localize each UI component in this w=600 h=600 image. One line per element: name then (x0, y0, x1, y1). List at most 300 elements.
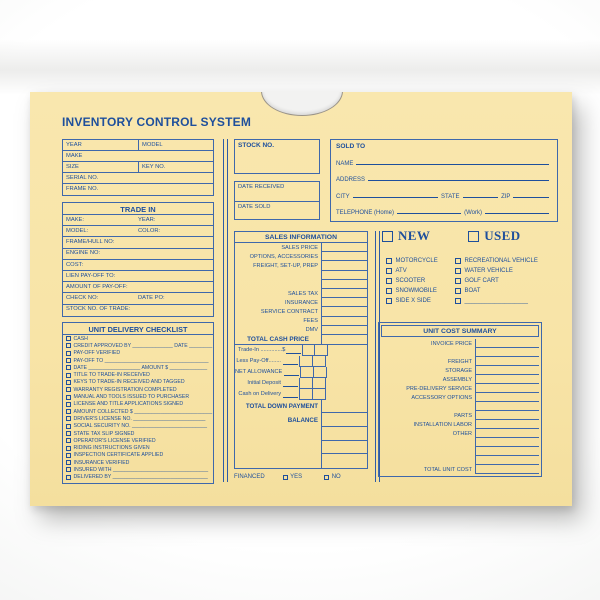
sales-row-label: SALES TAX (288, 290, 318, 297)
unit-type-label: SNOWMOBILE (395, 288, 437, 294)
cost-value-cell (475, 375, 539, 384)
field-label: ENGINE NO: (66, 250, 101, 257)
write-in-line (283, 391, 298, 398)
checklist-item (63, 423, 213, 430)
checkbox-icon (66, 387, 71, 392)
checkbox-icon (455, 278, 461, 284)
payment-row (235, 413, 367, 427)
unit-type-column-2 (455, 256, 538, 306)
cost-row (381, 384, 539, 393)
cost-value-cell (475, 384, 539, 393)
write-in-line (463, 191, 499, 198)
field-label: YEAR (66, 141, 82, 148)
sold-to-header: SOLD TO (336, 143, 366, 150)
cost-value-cell (475, 420, 539, 429)
field-label: LIEN PAY-OFF TO: (66, 272, 116, 279)
checklist-item (63, 452, 213, 459)
cost-value-cell (475, 366, 539, 375)
cost-row-label: FREIGHT (447, 358, 472, 365)
amount-cell (299, 378, 312, 389)
unit-type-label: WATER VEHICLE (464, 268, 513, 274)
unit-type-item (386, 276, 438, 286)
total-cash-price-row (235, 335, 367, 345)
address-label: ADDRESS (336, 177, 366, 183)
sales-value-cell (321, 280, 367, 289)
sales-row-label: OPTIONS, ACCESSORIES (249, 253, 318, 260)
checkbox-icon (66, 431, 71, 436)
checklist-item-label: AMOUNT COLLECTED $ ___________________________ (73, 408, 213, 415)
checkbox-icon (66, 358, 71, 363)
checklist-item (63, 474, 213, 481)
table-row (63, 260, 213, 271)
dollar-sign: $ (282, 347, 286, 354)
sales-row (235, 317, 367, 326)
field-label: CHECK NO: (66, 295, 99, 302)
sales-row-label: SERVICE CONTRACT (260, 308, 318, 315)
checklist-item (63, 379, 213, 386)
checkbox-icon (386, 288, 392, 294)
cash-row-label: Less Pay-Off........ (236, 358, 281, 365)
table-row (63, 215, 213, 226)
checkbox-icon (386, 268, 392, 274)
sales-row-label: FEES (303, 318, 318, 325)
city-state-zip-row (336, 191, 552, 200)
checkbox-icon (455, 258, 461, 264)
sales-row-label: DMV (305, 327, 318, 334)
cost-value-cell (475, 357, 539, 366)
name-row (336, 158, 552, 167)
unit-type-label: BOAT (464, 288, 481, 294)
financed-label: FINANCED (234, 474, 265, 480)
sales-row-label: FREIGHT, SET-UP, PREP (253, 262, 318, 269)
write-in-line (286, 347, 300, 354)
field-label: MODEL: (66, 227, 89, 234)
checkbox-icon (66, 343, 71, 348)
cost-row (381, 366, 539, 375)
field-label: MAKE (66, 152, 83, 159)
checklist-item-label: MANUAL AND TOOLS ISSUED TO PURCHASER (73, 394, 190, 401)
cents-cell (312, 389, 325, 400)
unit-type-label: ___________________ (464, 298, 528, 304)
stock-no-label: STOCK NO. (238, 142, 274, 149)
checklist-item (63, 386, 213, 393)
checkbox-icon (66, 409, 71, 414)
financed-no (324, 474, 341, 480)
cents-cell (312, 378, 325, 389)
checkbox-icon (386, 278, 392, 284)
checklist-item (63, 466, 213, 473)
condition-row (382, 228, 521, 244)
cost-row-label: INVOICE PRICE (431, 340, 472, 347)
cash-price-row (235, 356, 367, 367)
unit-delivery-checklist (62, 322, 214, 484)
cost-value-cell (475, 393, 539, 402)
sales-value-cell (321, 289, 367, 298)
filler-cell (325, 356, 367, 367)
trade-in-rows (63, 215, 213, 316)
table-row (63, 271, 213, 282)
checklist-item-label: DELIVERED BY _________________________________ (73, 474, 208, 481)
financed-yes-label: YES (290, 474, 303, 480)
checkbox-icon (66, 438, 71, 443)
checkbox-icon (324, 475, 329, 480)
trade-in-table (62, 202, 214, 317)
backdrop-shadow (0, 40, 600, 95)
payment-row-label: BALANCE (287, 416, 318, 424)
checklist-item (63, 415, 213, 422)
payment-value-cell (321, 427, 367, 441)
cost-value-cell (475, 456, 539, 465)
unit-info-table (62, 139, 214, 196)
checkbox-icon (66, 446, 71, 451)
sales-value-cell (321, 252, 367, 261)
field-label: SIZE (66, 163, 79, 170)
sales-row-label: INSURANCE (285, 299, 318, 306)
checklist-item-label: STATE TAX SLIP SIGNED (73, 430, 135, 437)
field-label-secondary: YEAR: (138, 216, 156, 223)
table-row (63, 173, 213, 184)
cents-cell (313, 367, 326, 378)
checkbox-icon (66, 402, 71, 407)
new-label: NEW (398, 228, 431, 243)
inventory-envelope (30, 92, 572, 506)
city-label: CITY (336, 193, 350, 200)
table-row (63, 293, 213, 304)
divider-rule (227, 139, 228, 482)
table-row (63, 140, 213, 151)
checklist-items (63, 335, 213, 481)
checkbox-icon (66, 424, 71, 429)
filler-cell (325, 389, 367, 400)
sales-value-cell (321, 317, 367, 326)
checklist-item-label: DATE __________________ AMOUNT $ _____________ (73, 364, 208, 371)
divider-rule (375, 231, 376, 482)
checkbox-icon (66, 416, 71, 421)
checklist-item-label: CASH (73, 335, 88, 342)
unit-type-item (455, 256, 538, 266)
checkbox-icon (66, 453, 71, 458)
cost-row (381, 456, 539, 465)
checklist-item-label: TITLE TO TRADE-IN RECEIVED (73, 372, 150, 379)
telephone-home-label: (Home) (374, 210, 395, 216)
cash-price-row (235, 367, 367, 378)
name-label: NAME (336, 160, 354, 167)
sales-row (235, 280, 367, 289)
checklist-item (63, 364, 213, 371)
write-in-line (485, 207, 549, 214)
cost-row-label: PARTS (454, 412, 472, 419)
payment-row (235, 427, 367, 441)
table-row (63, 305, 213, 316)
checkbox-icon (66, 395, 71, 400)
table-row (63, 249, 213, 260)
payment-row (235, 454, 367, 468)
checklist-item-label: PAY-OFF TO ____________________________________ (73, 357, 209, 364)
field-label: SERIAL NO. (66, 174, 99, 181)
checklist-item-label: LICENSE AND TITLE APPLICATIONS SIGNED (73, 401, 184, 408)
payment-table (235, 400, 367, 468)
sales-value-cell (321, 243, 367, 252)
checkbox-icon (66, 380, 71, 385)
payment-value-cell (321, 400, 367, 414)
unit-type-label: MOTORCYCLE (395, 258, 438, 264)
page-title: INVENTORY CONTROL SYSTEM (62, 115, 252, 129)
checklist-item-label: WARRANTY REGISTRATION COMPLETED (73, 386, 177, 393)
cents-cell (314, 345, 327, 356)
cost-row (381, 375, 539, 384)
payment-value-cell (321, 413, 367, 427)
cost-row (381, 429, 539, 438)
checklist-item (63, 342, 213, 349)
cost-value-cell (475, 447, 539, 456)
cost-value-cell (475, 402, 539, 411)
cash-row-label: Cash on Delivery (238, 391, 281, 398)
used-checkbox-icon (468, 231, 479, 242)
write-in-line (353, 191, 438, 198)
telephone-work-label: (Work) (464, 210, 482, 216)
checklist-item (63, 430, 213, 437)
cost-value-cell (475, 438, 539, 447)
cost-row-label: ASSEMBLY (442, 376, 472, 383)
cost-row-label: ACCESSORY OPTIONS (411, 394, 472, 401)
table-row (63, 282, 213, 293)
cost-row-label: INSTALLATION LABOR (413, 421, 472, 428)
telephone-label: TELEPHONE (336, 210, 373, 216)
used-label: USED (484, 228, 521, 243)
checkbox-icon (386, 258, 392, 264)
cost-row-label: STORAGE (445, 367, 472, 374)
unit-cost-summary-header: UNIT COST SUMMARY (381, 325, 539, 337)
checklist-item (63, 444, 213, 451)
amount-cell (299, 356, 312, 367)
table-row (63, 237, 213, 248)
field-label: STOCK NO. OF TRADE: (66, 306, 131, 313)
unit-type-column-1 (386, 256, 438, 306)
cash-price-row (235, 345, 367, 356)
field-label-secondary: DATE PO: (138, 295, 165, 302)
cash-row-label: NET ALLOWANCE (235, 369, 283, 376)
unit-type-item (455, 296, 538, 306)
unit-type-item (455, 266, 538, 276)
write-in-line (368, 174, 549, 181)
sales-value-cell (321, 271, 367, 280)
checkbox-icon (455, 298, 461, 304)
cash-price-row (235, 389, 367, 400)
sales-information-box (234, 231, 368, 469)
cost-value-cell (475, 339, 539, 348)
unit-type-label: RECREATIONAL VEHICLE (464, 258, 538, 264)
sales-rows (235, 243, 367, 335)
amount-cell (300, 367, 313, 378)
cost-value-cell (475, 429, 539, 438)
checkbox-icon (283, 475, 288, 480)
cash-row-label: Trade-In .............. (238, 347, 283, 354)
checkbox-icon (66, 365, 71, 370)
checklist-item-label: OPERATOR'S LICENSE VERIFIED (73, 437, 156, 444)
checkbox-icon (386, 298, 392, 304)
amount-cell (302, 345, 315, 356)
cost-row (381, 402, 539, 411)
cost-row (381, 420, 539, 429)
sales-row (235, 261, 367, 270)
cost-row (381, 447, 539, 456)
sales-row (235, 307, 367, 316)
new-checkbox-icon (382, 231, 393, 242)
cost-value-cell (475, 465, 539, 474)
trade-in-header: TRADE IN (63, 203, 213, 215)
unit-type-label: GOLF CART (464, 278, 499, 284)
checklist-header: UNIT DELIVERY CHECKLIST (63, 323, 213, 335)
cost-row-label: TOTAL UNIT COST (423, 466, 472, 473)
table-row (63, 162, 213, 173)
cost-row (381, 393, 539, 402)
sales-row (235, 289, 367, 298)
sales-row (235, 326, 367, 335)
checkbox-icon (66, 460, 71, 465)
filler-cell (327, 345, 367, 356)
state-label: STATE (441, 193, 460, 200)
cost-row (381, 438, 539, 447)
payment-value-cell (321, 454, 367, 468)
payment-value-cell (321, 441, 367, 455)
table-row (63, 226, 213, 237)
total-cash-price-cell (321, 335, 367, 345)
payment-row-label: TOTAL DOWN PAYMENT (245, 403, 318, 411)
amount-cell (299, 389, 312, 400)
field-label: FRAME NO. (66, 185, 99, 192)
payment-row (235, 400, 367, 414)
sales-value-cell (321, 307, 367, 316)
unit-type-label: SIDE X SIDE (395, 298, 431, 304)
sales-row (235, 298, 367, 307)
address-row (336, 174, 552, 183)
field-label: FRAME/HULL NO: (66, 239, 115, 246)
cost-rows (381, 339, 539, 474)
checklist-item (63, 408, 213, 415)
cash-row-label: Initial Deposit (247, 380, 281, 387)
unit-type-item (455, 276, 538, 286)
unit-type-item (386, 266, 438, 276)
field-label: COST: (66, 261, 84, 268)
cost-row (381, 357, 539, 366)
table-row (63, 151, 213, 162)
checkbox-icon (455, 268, 461, 274)
field-label-secondary: COLOR: (138, 227, 161, 234)
sales-value-cell (321, 261, 367, 270)
write-in-line (283, 380, 298, 387)
filler-cell (325, 378, 367, 389)
checklist-item-label: SOCIAL SECURITY NO. __________________________ (73, 423, 208, 430)
field-label-secondary: MODEL (138, 140, 163, 150)
checklist-item-label: DRIVER'S LICENSE NO. _________________________ (73, 415, 206, 422)
cost-row (381, 348, 539, 357)
divider-rule (223, 139, 224, 482)
cost-row (381, 465, 539, 474)
unit-type-item (386, 256, 438, 266)
checklist-item (63, 401, 213, 408)
sold-to-box (330, 139, 558, 222)
zip-label: ZIP (501, 193, 511, 200)
sales-row-label: SALES PRICE (281, 244, 318, 251)
sales-row (235, 243, 367, 252)
checklist-item (63, 357, 213, 364)
cash-price-row (235, 378, 367, 389)
cost-value-cell (475, 348, 539, 357)
stock-no-box (234, 139, 320, 174)
sales-row (235, 252, 367, 261)
field-label: AMOUNT OF PAY-OFF: (66, 283, 128, 290)
checklist-item (63, 393, 213, 400)
field-label-secondary: KEY NO. (138, 162, 165, 172)
unit-type-item (455, 286, 538, 296)
table-row (63, 184, 213, 195)
telephone-row (336, 207, 552, 216)
financed-yes (283, 474, 303, 480)
total-cash-price-label: TOTAL CASH PRICE (235, 335, 321, 345)
checklist-item (63, 350, 213, 357)
write-in-line (283, 358, 298, 365)
checklist-item (63, 459, 213, 466)
date-received-cell: DATE RECEIVED (235, 182, 319, 202)
thumb-cut-notch (261, 92, 343, 116)
checkbox-icon (66, 475, 71, 480)
checklist-item-label: INSPECTION CERTIFICATE APPLIED (73, 452, 164, 459)
checkbox-icon (66, 373, 71, 378)
field-label: MAKE: (66, 216, 85, 223)
write-in-line (513, 191, 549, 198)
unit-type-item (386, 286, 438, 296)
checklist-item-label: PAY-OFF VERIFIED (73, 350, 121, 357)
dates-box (234, 181, 320, 220)
sales-row (235, 271, 367, 280)
cost-row (381, 411, 539, 420)
cost-value-cell (475, 411, 539, 420)
write-in-line (284, 369, 299, 376)
write-in-line (397, 207, 461, 214)
payment-row (235, 441, 367, 455)
cents-cell (312, 356, 325, 367)
checklist-item-label: KEYS TO TRADE-IN RECEIVED AND TAGGED (73, 379, 185, 386)
sales-value-cell (321, 298, 367, 307)
cost-row-label: OTHER (452, 430, 472, 437)
financed-row (234, 474, 374, 480)
checkbox-icon (66, 467, 71, 472)
sales-information-header: SALES INFORMATION (235, 232, 367, 243)
filler-cell (326, 367, 367, 378)
used-group (468, 228, 520, 244)
cost-row-label: PRE-DELIVERY SERVICE (406, 385, 472, 392)
checklist-item (63, 371, 213, 378)
checklist-item-label: CREDIT APPROVED BY ______________ DATE ________ (73, 342, 213, 349)
cost-row (381, 339, 539, 348)
write-in-line (356, 158, 549, 165)
checklist-item-label: INSURED WITH _________________________________ (73, 466, 209, 473)
cash-price-table (235, 345, 367, 400)
sales-value-cell (321, 326, 367, 335)
date-sold-cell: DATE SOLD (238, 204, 271, 210)
checklist-item-label: INSURANCE VERIFIED (73, 459, 130, 466)
checklist-item (63, 335, 213, 342)
checkbox-icon (455, 288, 461, 294)
financed-no-label: NO (331, 474, 341, 480)
unit-type-label: SCOOTER (395, 278, 426, 284)
checkbox-icon (66, 351, 71, 356)
checklist-item-label: RIDING INSTRUCTIONS GIVEN (73, 445, 150, 452)
checkbox-icon (66, 336, 71, 341)
unit-type-label: ATV (395, 268, 407, 274)
unit-type-item (386, 296, 438, 306)
checklist-item (63, 437, 213, 444)
